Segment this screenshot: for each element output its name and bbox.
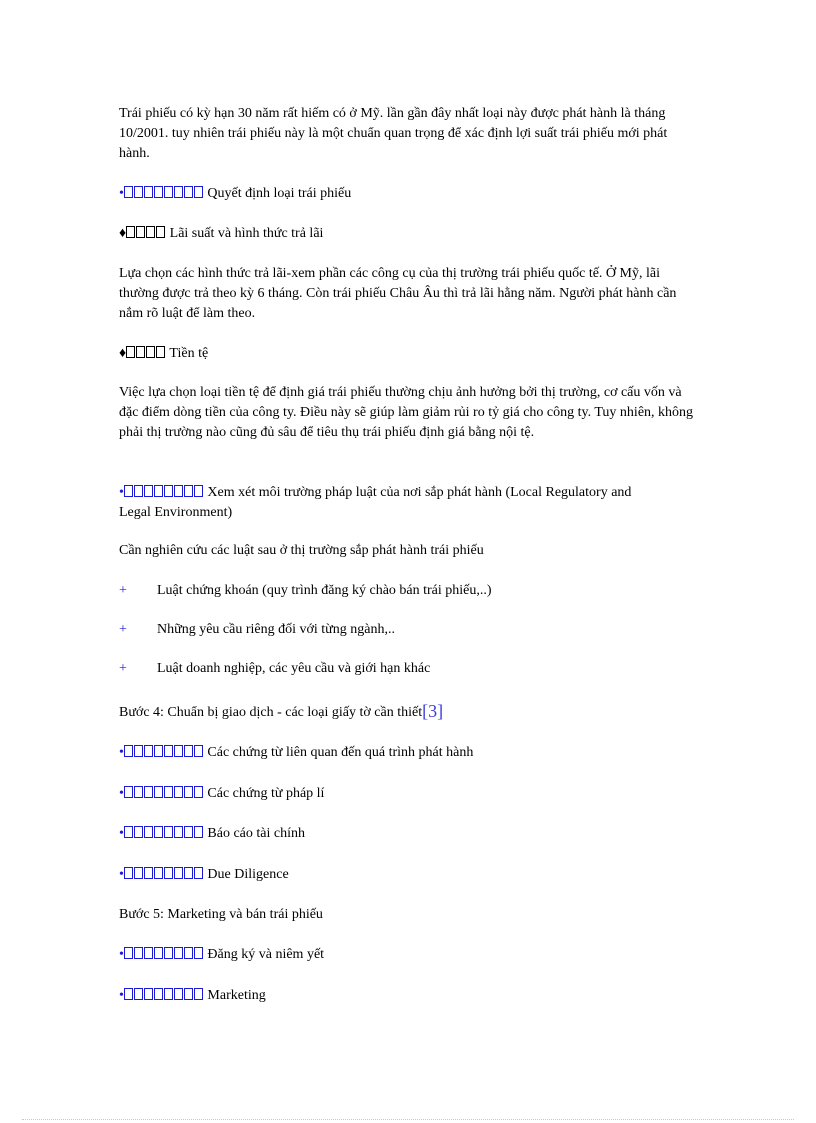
bullet-text: Đăng ký và niêm yết bbox=[207, 947, 325, 962]
plus-item-text: Luật doanh nghiệp, các yêu cầu và giới hạn khác bbox=[157, 661, 431, 676]
bullet-icon: • bbox=[119, 186, 124, 201]
step-text: Bước 4: Chuẩn bị giao dịch - các loại giấy tờ cần thiết bbox=[119, 705, 423, 720]
bullet-text: Quyết định loại trái phiếu bbox=[207, 186, 352, 201]
placeholder-boxes-icon bbox=[124, 867, 204, 882]
diamond-currency bbox=[119, 344, 719, 364]
diamond-icon: ♦ bbox=[119, 346, 127, 361]
reference-link[interactable]: [3] bbox=[422, 701, 444, 721]
bullet-issuance-documents bbox=[119, 743, 719, 763]
paragraph-laws-intro: Cần nghiên cứu các luật sau ở thị trường sắp phát hành trái phiếu bbox=[119, 543, 484, 558]
bullet-text: Báo cáo tài chính bbox=[207, 826, 305, 841]
bullet-text: Due Diligence bbox=[207, 867, 289, 882]
bullet-legal-documents bbox=[119, 784, 719, 804]
placeholder-boxes-icon bbox=[124, 947, 204, 962]
bullet-icon: • bbox=[119, 786, 124, 801]
page-bottom-rule bbox=[22, 1119, 794, 1120]
bullet-icon: • bbox=[119, 867, 124, 882]
placeholder-boxes-icon bbox=[126, 346, 166, 361]
bullet-legal-environment bbox=[119, 483, 719, 503]
bullet-financial-report bbox=[119, 824, 719, 844]
bullet-due-diligence bbox=[119, 865, 719, 885]
placeholder-boxes-icon bbox=[124, 186, 204, 201]
bullet-text: Các chứng từ pháp lí bbox=[207, 786, 325, 801]
placeholder-boxes-icon bbox=[124, 745, 204, 760]
bullet-registration-listing bbox=[119, 945, 719, 965]
plus-icon: + bbox=[119, 622, 127, 637]
bullet-icon: • bbox=[119, 485, 124, 500]
diamond-text: Tiền tệ bbox=[169, 346, 209, 361]
placeholder-boxes-icon bbox=[126, 226, 166, 241]
diamond-interest bbox=[119, 224, 719, 244]
bullet-icon: • bbox=[119, 745, 124, 760]
paragraph-interest-payment: Lựa chọn các hình thức trả lãi-xem phần các công cụ của thị trường trái phiếu quốc tế. Ở Mỹ, lãi thường được trả theo kỳ 6 tháng. Còn trái phiếu Châu Âu thì trả lãi hằng năm. Người phát hành cần nắm rõ luật để làm theo. bbox=[119, 266, 677, 321]
diamond-text: Lãi suất và hình thức trả lãi bbox=[169, 226, 324, 241]
bullet-legal-environment-cont: Legal Environment) bbox=[119, 505, 233, 520]
plus-item bbox=[119, 620, 719, 640]
bullet-text: Marketing bbox=[207, 988, 266, 1003]
plus-item-text: Luật chứng khoán (quy trình đăng ký chào bán trái phiếu,..) bbox=[157, 583, 492, 598]
bullet-bond-type bbox=[119, 184, 719, 204]
bullet-icon: • bbox=[119, 947, 124, 962]
placeholder-boxes-icon bbox=[124, 826, 204, 841]
step-4-heading bbox=[119, 701, 719, 723]
bullet-text: Xem xét môi trường pháp luật của nơi sắp phát hành (Local Regulatory and bbox=[207, 485, 632, 500]
placeholder-boxes-icon bbox=[124, 786, 204, 801]
plus-item bbox=[119, 581, 719, 601]
paragraph-currency: Việc lựa chọn loại tiền tệ để định giá trái phiếu thường chịu ảnh hưởng bởi thị trường, cơ cấu vốn và đặc điểm dòng tiền của công ty. Điều này sẽ giúp làm giảm rủi ro tỷ giá cho công ty. Tuy nhiên, không phải thị trường nào cũng đủ sâu để tiêu thụ trái phiếu định giá bằng nội tệ. bbox=[119, 385, 694, 440]
paragraph-30-year-bond: Trái phiếu có kỳ hạn 30 năm rất hiếm có ở Mỹ. lần gần đây nhất loại này được phát hành là tháng 10/2001. tuy nhiên trái phiếu này là một chuẩn quan trọng để xác định lợi suất trái phiếu mới phát hành. bbox=[119, 106, 668, 161]
bullet-marketing bbox=[119, 986, 719, 1006]
plus-item bbox=[119, 659, 719, 679]
bullet-icon: • bbox=[119, 988, 124, 1003]
placeholder-boxes-icon bbox=[124, 485, 204, 500]
plus-icon: + bbox=[119, 661, 127, 676]
plus-item-text: Những yêu cầu riêng đối với từng ngành,.. bbox=[157, 622, 395, 637]
diamond-icon: ♦ bbox=[119, 226, 127, 241]
placeholder-boxes-icon bbox=[124, 988, 204, 1003]
bullet-text: Các chứng từ liên quan đến quá trình phát hành bbox=[207, 745, 474, 760]
plus-icon: + bbox=[119, 583, 127, 598]
step-5-heading: Bước 5: Marketing và bán trái phiếu bbox=[119, 907, 323, 922]
bullet-icon: • bbox=[119, 826, 124, 841]
